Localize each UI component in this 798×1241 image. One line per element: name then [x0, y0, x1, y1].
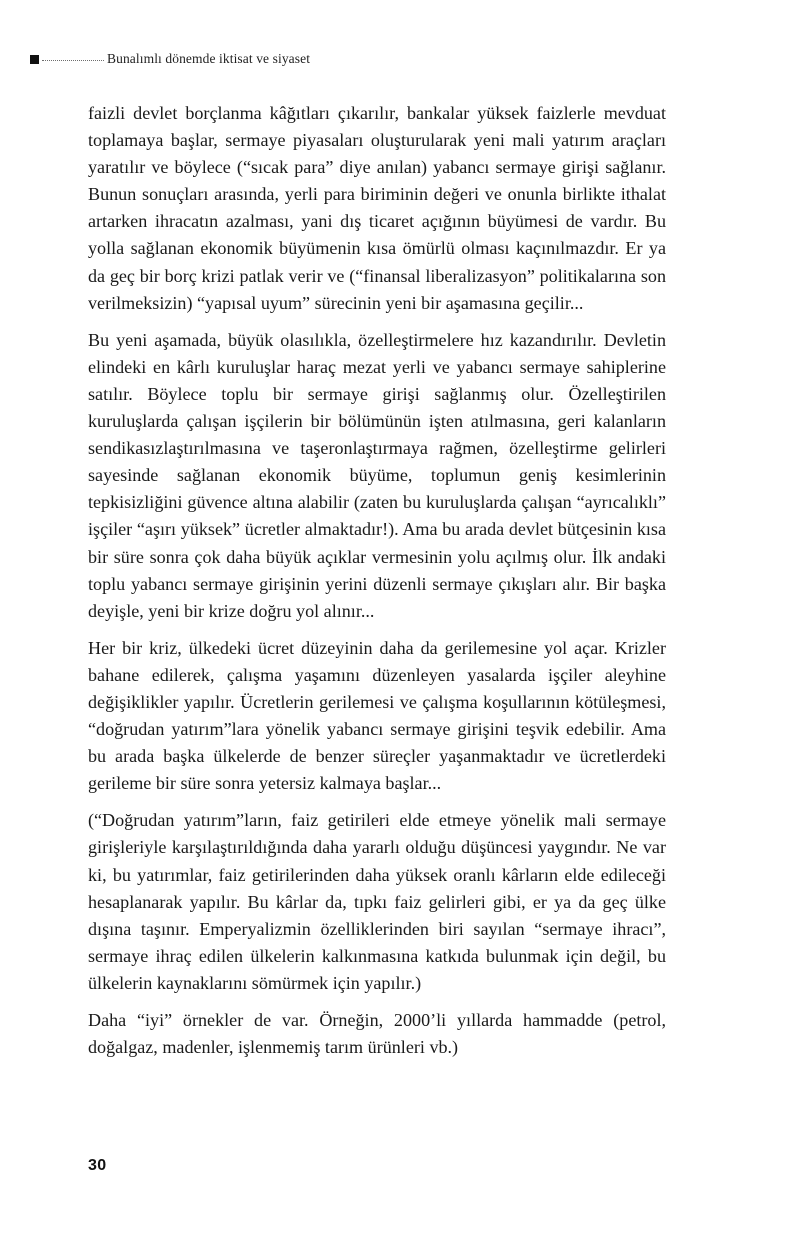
filled-square-icon	[30, 55, 39, 64]
running-head	[30, 48, 670, 70]
page-number: 30	[88, 1157, 107, 1174]
body-text-column	[88, 100, 666, 1061]
paragraph: Daha “iyi” örnekler de var. Örneğin, 2000’li yıllarda hammadde (petrol, doğalgaz, madenler, işlenmemiş tarım ürünleri vb.)	[88, 1010, 666, 1058]
paragraph: Her bir kriz, ülkedeki ücret düzeyinin daha da gerilemesine yol açar. Krizler bahane edilerek, çalışma yaşamını düzenleyen yasalarda işçiler aleyhine değişiklikler yapılır. Ücretlerin gerilemesi ve çalışma koşullarının kötüleşmesi, “doğrudan yatırım”lara yönelik yabancı sermaye girişini teşvik edebilir. Ama bu arada başka ülkelerde de benzer süreçler yaşanmaktadır ve ücretlerdeki gerileme bir süre sonra yetersiz kalmaya başlar...	[88, 637, 666, 794]
paragraph: (“Doğrudan yatırım”ların, faiz getirileri elde etmeye yönelik mali sermaye girişleriyle karşılaştırıldığında daha yararlı olduğu düşüncesi yaygındır. Ne var ki, bu yatırımlar, faiz getirilerinden daha yüksek oranlı kârların elde edileceği hesaplanarak yapılır. Bu kârlar da, tıpkı faiz gelirleri gibi, er ya da geç ülke dışına taşınır. Emperyalizmin özelliklerinden biri sayılan “sermaye ihracı”, sermaye ihraç edilen ülkelerin kalkınmasına katkıda bulunmak için değil, bu ülkelerin kaynaklarını sömürmek için yapılır.)	[88, 810, 666, 993]
running-head-title: Bunalımlı dönemde iktisat ve siyaset	[107, 51, 311, 67]
paragraph: faizli devlet borçlanma kâğıtları çıkarılır, bankalar yüksek faizlerle mevduat toplamaya başlar, sermaye piyasaları oluşturularak yeni mali yatırım araçları yaratılır ve böylece (“sıcak para” diye anılan) yabancı sermaye girişi sağlanır. Bunun sonuçları arasında, yerli para biriminin değeri ve onunla birlikte ithalat artarken ihracatın azalması, yani dış ticaret açığının büyümesi de vardır. Bu yolla sağlanan ekonomik büyümenin kısa ömürlü olması kaçınılmazdır. Er ya da geç bir borç krizi patlak verir ve (“finansal liberalizasyon” politikalarına son verilmeksizin) “yapısal uyum” sürecinin yeni bir aşamasına geçilir...	[88, 103, 666, 313]
paragraph: Bu yeni aşamada, büyük olasılıkla, özelleştirmelere hız kazandırılır. Devletin elindeki en kârlı kuruluşlar haraç mezat yerli ve yabancı sermaye sahiplerine satılır. Böylece toplu bir sermaye girişi sağlanmış olur. Özelleştirilen kuruluşlarda çalışan işçilerin bir bölümünün işten atılmasına, geri kalanların sendikasızlaştırılmasına ve taşeronlaştırmaya rağmen, özelleştirme gelirleri sayesinde sağlanan ekonomik büyüme, toplumun geniş kesimlerinin tepkisizliğini güvence altına alabilir (zaten bu kuruluşlarda çalışan “ayrıcalıklı” işçiler “aşırı yüksek” ücretler almaktadır!). Ama bu arada devlet bütçesinin kısa bir süre sonra çok daha büyük açıklar vermesinin yolu açılmış olur. İlk andaki toplu yabancı sermaye girişinin yerini düzenli sermaye çıkışları alır. Bir başka deyişle, yeni bir krize doğru yol alınır...	[88, 329, 666, 621]
dotted-leader-icon	[42, 51, 104, 61]
